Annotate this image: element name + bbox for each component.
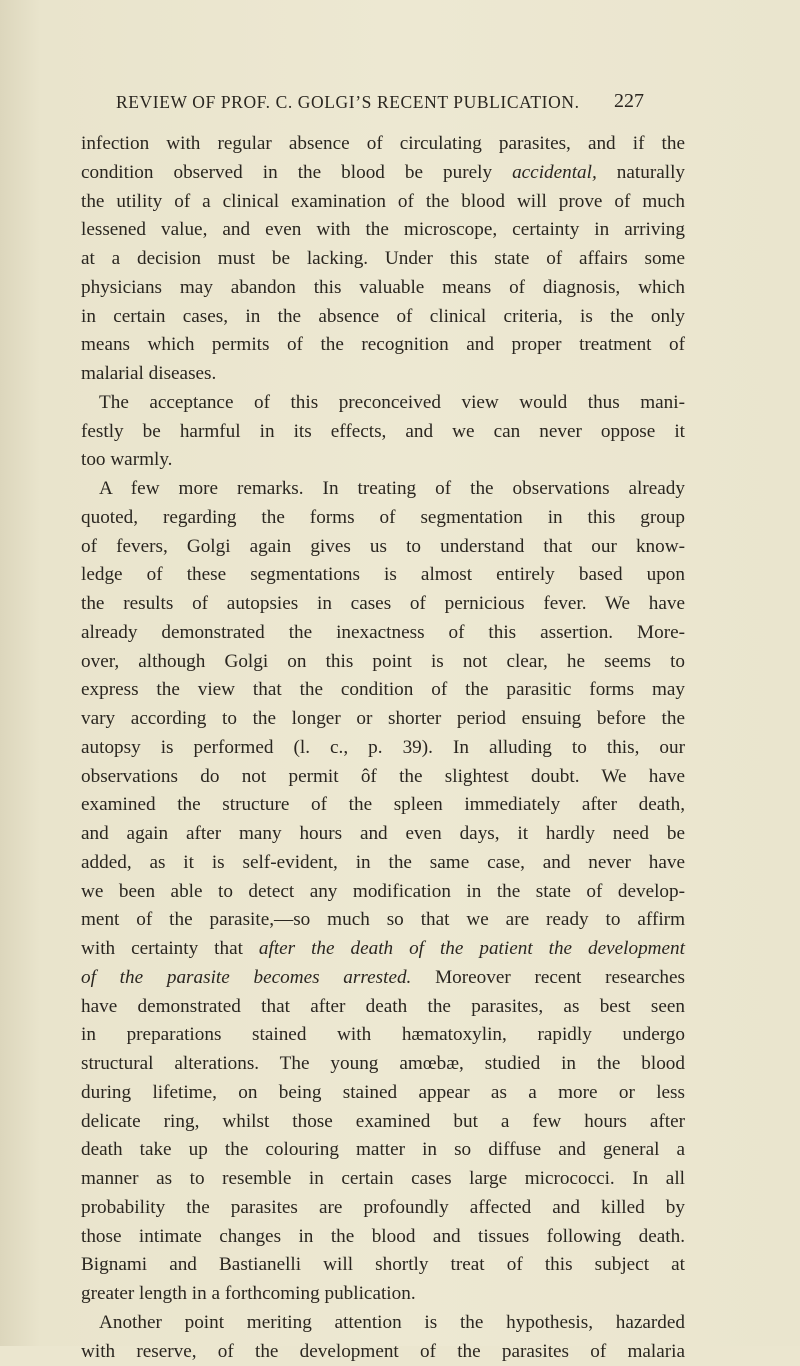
text-segment: delicate ring, whilst those examined but a few hours after [81,1111,685,1132]
text-segment: with certainty that [81,938,259,959]
text-line [81,216,685,245]
text-line [81,791,685,820]
italic-text: of the parasite becomes arrested. [81,967,411,988]
text-line [81,878,685,907]
text-line [81,1280,685,1309]
text-line [81,274,685,303]
text-line [81,159,685,188]
text-line [81,763,685,792]
text-line [81,389,685,418]
text-segment: probability the parasites are profoundly affected and killed by [81,1197,685,1218]
text-segment: Bignami and Bastianelli will shortly treat of this subject at [81,1254,685,1275]
text-line [81,964,685,993]
text-segment: the results of autopsies in cases of pernicious fever. We have [81,593,685,614]
text-segment: in certain cases, in the absence of clinical criteria, is the only [81,306,685,327]
text-line [81,1194,685,1223]
text-segment: and again after many hours and even days, it hardly need be [81,823,685,844]
body-text [81,130,685,1366]
text-line [81,1079,685,1108]
text-segment: lessened value, and even with the microscope, certainty in arriving [81,219,685,240]
text-segment: the utility of a clinical examination of the blood will prove of much [81,191,685,212]
text-line [81,360,685,389]
text-segment: Moreover recent researches [411,967,685,988]
text-line [81,993,685,1022]
text-segment: those intimate changes in the blood and tissues following death. [81,1226,685,1247]
text-segment: autopsy is performed (l. c., p. 39). In alluding to this, our [81,737,685,758]
text-line [81,1021,685,1050]
text-line [81,1338,685,1366]
text-line [81,475,685,504]
text-line [81,935,685,964]
text-segment: physicians may abandon this valuable means of diagnosis, which [81,277,685,298]
text-line [81,1251,685,1280]
text-line [81,130,685,159]
text-line [81,1223,685,1252]
text-segment: with reserve, of the development of the parasites of malaria [81,1341,685,1362]
text-segment: structural alterations. The young amœbæ, studied in the blood [81,1053,685,1074]
text-segment: ledge of these segmentations is almost entirely based upon [81,564,685,585]
text-segment: observations do not permit ôf the slightest doubt. We have [81,766,685,787]
text-line [81,849,685,878]
text-segment: festly be harmful in its effects, and we can never oppose it [81,421,685,442]
text-line [81,245,685,274]
text-line [81,504,685,533]
text-segment: death take up the colouring matter in so diffuse and general a [81,1139,685,1160]
text-line [81,1108,685,1137]
text-line [81,705,685,734]
text-segment: naturally [597,162,685,183]
text-segment: A few more remarks. In treating of the observations already [99,478,685,499]
text-segment: over, although Golgi on this point is not clear, he seems to [81,651,685,672]
text-segment: we been able to detect any modification in the state of develop- [81,881,685,902]
text-line [81,418,685,447]
text-segment: The acceptance of this preconceived view would thus mani- [99,392,685,413]
text-segment: greater length in a forthcoming publication. [81,1283,416,1304]
text-line [81,676,685,705]
text-segment: Another point meriting attention is the hypothesis, hazarded [99,1312,685,1333]
text-segment: quoted, regarding the forms of segmentation in this group [81,507,685,528]
text-line [81,1136,685,1165]
text-segment: examined the structure of the spleen immediately after death, [81,794,685,815]
text-segment: in preparations stained with hæmatoxylin, rapidly undergo [81,1024,685,1045]
text-line [81,1309,685,1338]
text-segment: already demonstrated the inexactness of this assertion. More- [81,622,685,643]
text-segment: condition observed in the blood be purely [81,162,512,183]
text-line [81,561,685,590]
text-line [81,188,685,217]
text-segment: malarial diseases. [81,363,216,384]
running-head-title: REVIEW OF PROF. C. GOLGI’S RECENT PUBLICATION. [116,92,580,113]
text-segment: infection with regular absence of circulating parasites, and if the [81,133,685,154]
text-segment: express the view that the condition of the parasitic forms may [81,679,685,700]
text-line [81,533,685,562]
text-line [81,331,685,360]
text-segment: at a decision must be lacking. Under this state of affairs some [81,248,685,269]
text-segment: during lifetime, on being stained appear as a more or less [81,1082,685,1103]
text-segment: vary according to the longer or shorter period ensuing before the [81,708,685,729]
text-line [81,1050,685,1079]
text-segment: added, as it is self-evident, in the same case, and never have [81,852,685,873]
text-segment: of fevers, Golgi again gives us to understand that our know- [81,536,685,557]
text-line [81,906,685,935]
text-line [81,446,685,475]
text-segment: manner as to resemble in certain cases large micrococci. In all [81,1168,685,1189]
text-line [81,1165,685,1194]
text-line [81,590,685,619]
page-number: 227 [614,90,644,113]
text-segment: means which permits of the recognition and proper treatment of [81,334,685,355]
text-line [81,820,685,849]
text-line [81,619,685,648]
text-segment: ment of the parasite,—so much so that we are ready to affirm [81,909,685,930]
text-line [81,303,685,332]
italic-text: accidental, [512,162,597,183]
text-line [81,648,685,677]
italic-text: after the death of the patient the development [259,938,685,959]
text-segment: have demonstrated that after death the parasites, as best seen [81,996,685,1017]
text-line [81,734,685,763]
text-segment: too warmly. [81,449,172,470]
